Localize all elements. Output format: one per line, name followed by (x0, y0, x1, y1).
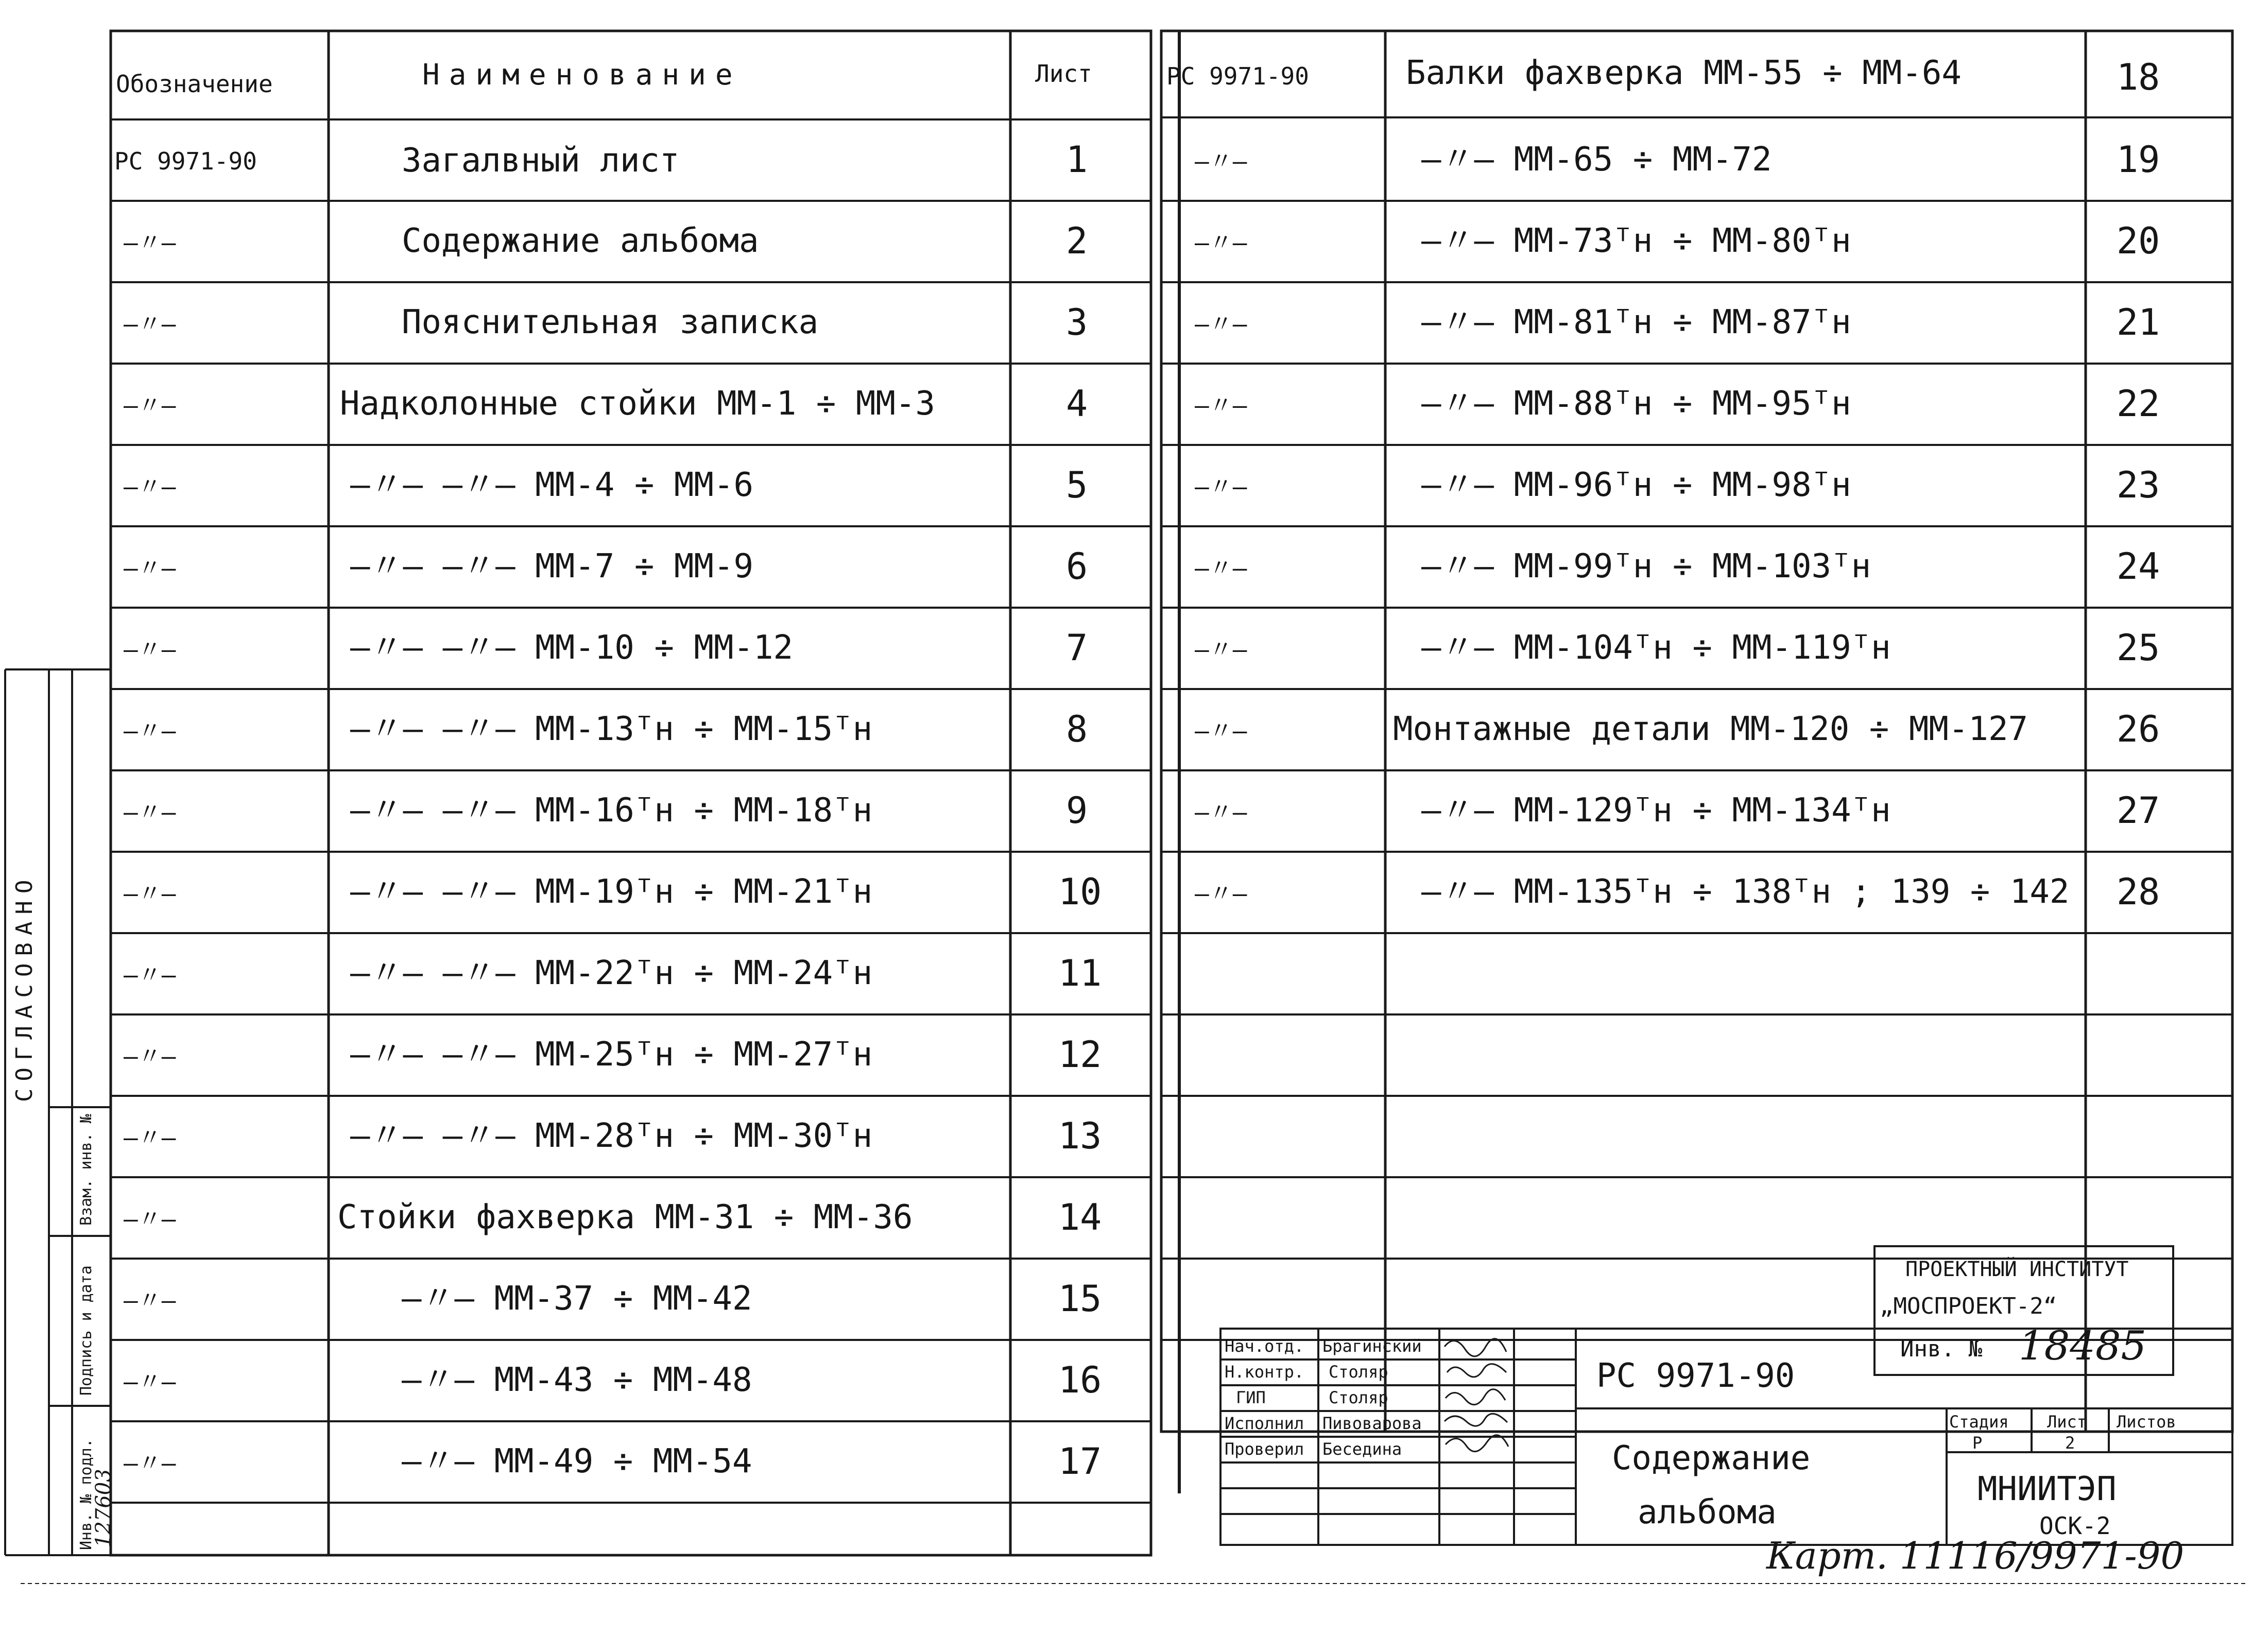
role-executor: Исполнил (1225, 1414, 1304, 1433)
right-sheet-2: 20 (2117, 220, 2160, 262)
left-code-9: —〃— (124, 880, 176, 907)
replacement-inventory-label: Взам. инв. № (77, 1114, 95, 1226)
institute-line2: „МОСПРОЕКТ-2“ (1880, 1293, 2057, 1319)
header-sheet: Лист (1035, 60, 1092, 88)
right-sheet-5: 23 (2117, 464, 2160, 506)
sheets-label: Листов (2117, 1412, 2176, 1432)
left-name-11: —〃— —〃— ММ-25ᵀн ÷ ММ-27ᵀн (350, 1036, 873, 1074)
left-name-14: —〃— ММ-37 ÷ ММ-42 (402, 1280, 752, 1318)
left-code-4: —〃— (124, 473, 176, 501)
left-name-6: —〃— —〃— ММ-10 ÷ ММ-12 (350, 629, 794, 667)
left-sheet-8: 9 (1066, 789, 1088, 832)
right-name-4: —〃— ММ-88ᵀн ÷ ММ-95ᵀн (1421, 385, 1851, 423)
left-name-12: —〃— —〃— ММ-28ᵀн ÷ ММ-30ᵀн (350, 1117, 873, 1155)
right-code-1: —〃— (1195, 147, 1247, 175)
right-name-1: —〃— ММ-65 ÷ ММ-72 (1421, 141, 1772, 179)
header-name: Наименование (422, 58, 742, 92)
left-code-10: —〃— (124, 961, 176, 989)
left-name-0: Загалвный лист (402, 142, 680, 180)
org-line1: МНИИТЭП (1977, 1470, 2117, 1508)
signatures-icon (1439, 1331, 1517, 1455)
inventory-number: 18485 (2019, 1323, 2147, 1369)
left-code-6: —〃— (124, 635, 176, 663)
right-name-8: Монтажные детали ММ-120 ÷ ММ-127 (1393, 710, 2028, 748)
left-code-13: —〃— (124, 1205, 176, 1233)
left-sheet-16: 17 (1058, 1440, 1102, 1483)
name-normcontrol: Столяр (1329, 1362, 1388, 1382)
right-name-7: —〃— ММ-104ᵀн ÷ ММ-119ᵀн (1421, 629, 1891, 667)
left-name-7: —〃— —〃— ММ-13ᵀн ÷ ММ-15ᵀн (350, 710, 873, 748)
left-name-10: —〃— —〃— ММ-22ᵀн ÷ ММ-24ᵀн (350, 954, 873, 992)
left-sheet-7: 8 (1066, 708, 1088, 750)
left-sheet-5: 6 (1066, 545, 1088, 588)
right-code-7: —〃— (1195, 635, 1247, 663)
right-code-6: —〃— (1195, 554, 1247, 582)
name-executor: Пивоварова (1322, 1414, 1422, 1433)
left-name-16: —〃— ММ-49 ÷ ММ-54 (402, 1442, 752, 1481)
archive-note: Карт. 11116/9971-90 (1766, 1534, 2185, 1577)
original-inventory-number: 127603 (92, 1469, 115, 1547)
left-code-3: —〃— (124, 391, 176, 419)
left-code-5: —〃— (124, 554, 176, 582)
left-sheet-12: 13 (1058, 1115, 1102, 1157)
right-name-6: —〃— ММ-99ᵀн ÷ ММ-103ᵀн (1421, 547, 1871, 586)
right-code-8: —〃— (1195, 717, 1247, 745)
original-inventory-label: Инв. № подл. (77, 1438, 95, 1550)
right-sheet-8: 26 (2117, 708, 2160, 750)
left-code-15: —〃— (124, 1368, 176, 1396)
left-name-1: Содержание альбома (402, 222, 759, 260)
left-name-8: —〃— —〃— ММ-16ᵀн ÷ ММ-18ᵀн (350, 791, 873, 830)
stage-value: Р (1972, 1433, 1983, 1453)
right-name-5: —〃— ММ-96ᵀн ÷ ММ-98ᵀн (1421, 466, 1851, 504)
right-code-10: —〃— (1195, 880, 1247, 907)
sheet-value: 2 (2065, 1433, 2075, 1453)
left-name-9: —〃— —〃— ММ-19ᵀн ÷ ММ-21ᵀн (350, 873, 873, 911)
right-name-3: —〃— ММ-81ᵀн ÷ ММ-87ᵀн (1421, 303, 1851, 341)
left-code-8: —〃— (124, 798, 176, 826)
left-code-11: —〃— (124, 1042, 176, 1070)
sheet-label: Лист (2047, 1412, 2087, 1432)
role-checker: Проверил (1225, 1439, 1304, 1459)
left-code-1: —〃— (124, 229, 176, 256)
left-sheet-4: 5 (1066, 464, 1088, 506)
right-code-0: РС 9971-90 (1166, 62, 1309, 90)
left-name-3: Надколонные стойки ММ-1 ÷ ММ-3 (340, 385, 935, 423)
institute-line1: ПРОЕКТНЫЙ ИНСТИТУТ (1905, 1258, 2129, 1281)
role-head: Нач.отд. (1225, 1336, 1304, 1356)
left-sheet-11: 12 (1058, 1034, 1102, 1076)
role-gip: ГИП (1236, 1388, 1266, 1407)
stage-label: Стадия (1949, 1412, 2009, 1432)
left-code-12: —〃— (124, 1124, 176, 1151)
right-sheet-0: 18 (2117, 56, 2160, 98)
left-code-16: —〃— (124, 1449, 176, 1477)
org-line2: ОСК-2 (2039, 1512, 2111, 1540)
left-name-15: —〃— ММ-43 ÷ ММ-48 (402, 1361, 752, 1399)
right-sheet-3: 21 (2117, 301, 2160, 343)
doc-code: РС 9971-90 (1596, 1357, 1795, 1395)
left-code-14: —〃— (124, 1286, 176, 1314)
right-sheet-9: 27 (2117, 789, 2160, 832)
left-name-2: Пояснительная записка (402, 303, 819, 341)
left-sheet-1: 2 (1066, 220, 1088, 262)
left-name-5: —〃— —〃— ММ-7 ÷ ММ-9 (350, 547, 754, 586)
right-code-9: —〃— (1195, 798, 1247, 826)
header-designation: Обозначение (116, 70, 273, 98)
name-checker: Беседина (1322, 1439, 1402, 1459)
left-name-13: Стойки фахверка ММ-31 ÷ ММ-36 (337, 1198, 913, 1236)
right-code-2: —〃— (1195, 229, 1247, 256)
name-gip: Столяр (1329, 1388, 1388, 1407)
left-sheet-0: 1 (1066, 139, 1088, 181)
left-code-0: РС 9971-90 (114, 147, 257, 175)
left-sheet-6: 7 (1066, 627, 1088, 669)
left-code-2: —〃— (124, 310, 176, 338)
left-name-4: —〃— —〃— ММ-4 ÷ ММ-6 (350, 466, 754, 504)
right-name-9: —〃— ММ-129ᵀн ÷ ММ-134ᵀн (1421, 791, 1891, 830)
right-name-2: —〃— ММ-73ᵀн ÷ ММ-80ᵀн (1421, 222, 1851, 260)
right-name-0: Балки фахверка ММ-55 ÷ ММ-64 (1406, 54, 1962, 92)
agreed-label: СОГЛАСОВАНО (11, 872, 38, 1102)
right-code-5: —〃— (1195, 473, 1247, 501)
right-code-4: —〃— (1195, 391, 1247, 419)
name-head: Брагинский (1322, 1336, 1422, 1356)
left-code-7: —〃— (124, 717, 176, 745)
left-sheet-13: 14 (1058, 1196, 1102, 1238)
inventory-label: Инв. № (1900, 1336, 1982, 1362)
left-sheet-9: 10 (1058, 871, 1102, 913)
left-sheet-3: 4 (1066, 383, 1088, 425)
right-code-3: —〃— (1195, 310, 1247, 338)
role-normcontrol: Н.контр. (1225, 1362, 1304, 1382)
right-sheet-1: 19 (2117, 139, 2160, 181)
left-sheet-10: 11 (1058, 952, 1102, 994)
signature-date-label: Подпись и дата (77, 1265, 95, 1396)
right-sheet-7: 25 (2117, 627, 2160, 669)
left-sheet-2: 3 (1066, 301, 1088, 343)
right-sheet-10: 28 (2117, 871, 2160, 913)
doc-title-line2: альбома (1638, 1493, 1777, 1531)
left-sheet-15: 16 (1058, 1359, 1102, 1401)
right-sheet-6: 24 (2117, 545, 2160, 588)
right-sheet-4: 22 (2117, 383, 2160, 425)
doc-title-line1: Содержание (1612, 1439, 1811, 1477)
right-name-10: —〃— ММ-135ᵀн ÷ 138ᵀн ; 139 ÷ 142 (1421, 873, 2070, 911)
left-sheet-14: 15 (1058, 1278, 1102, 1320)
